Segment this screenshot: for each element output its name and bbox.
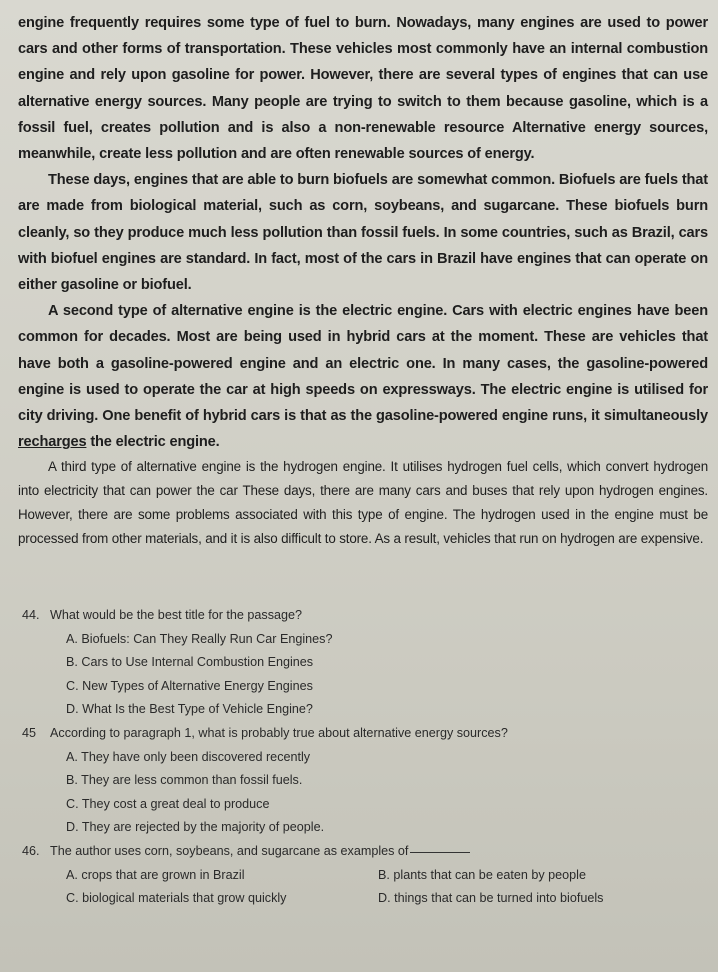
option-b[interactable]: B. plants that can be eaten by people [378, 867, 586, 882]
paragraph-4: A third type of alternative engine is the hydrogen engine. It utilises hydrogen fuel cells, which convert hydrogen into electricity that can power the car These days, there are many cars and buses that rely upon hydrogen engines. However, there are some problems associated with this type of engine. The hydrogen used in the engine must be processed from other materials, and it is also difficult to store. As a result, vehicles that run on hydrogen are expensive. [18, 459, 708, 546]
option-d[interactable]: D. What Is the Best Type of Vehicle Engine? [66, 702, 313, 717]
option-b[interactable]: B. They are less common than fossil fuels. [66, 773, 303, 788]
answer-blank [410, 840, 470, 853]
paragraph-1: engine frequently requires some type of fuel to burn. Nowadays, many engines are used to power cars and other forms of transportation. These vehicles most commonly have an internal combustion engine and rely upon gasoline for power. However, there are several types of engines that can use alternative energy sources. Many people are trying to switch to them because gasoline, which is a fossil fuel, creates pollution and is also a non-renewable resource Alternative energy sources, meanwhile, create less pollution and are often renewable sources of energy. [18, 15, 708, 163]
question-number: 44. [22, 608, 40, 622]
question-45 [22, 722, 712, 840]
question-stem: The author uses corn, soybeans, and sugarcane as examples of [50, 843, 409, 858]
options-row-2 [22, 887, 712, 911]
question-list [22, 604, 712, 911]
option-c[interactable]: C. They cost a great deal to produce [66, 796, 270, 811]
question-number: 45 [22, 725, 37, 740]
question-stem: According to paragraph 1, what is probably true about alternative energy sources? [50, 725, 508, 740]
paragraph-2: These days, engines that are able to burn biofuels are somewhat common. Biofuels are fuels that are made from biological material, such as corn, soybeans, and sugarcane. These biofuels burn cleanly, so they produce much less pollution than fossil fuels. In some countries, such as Brazil, cars with biofuel engines are standard. In fact, most of the cars in Brazil have engines that can operate on either gasoline or biofuel. [18, 172, 708, 294]
option-a[interactable]: A. Biofuels: Can They Really Run Car Engines? [66, 631, 333, 646]
question-44 [22, 604, 712, 722]
option-d[interactable]: D. They are rejected by the majority of people. [66, 820, 325, 835]
option-c[interactable]: C. New Types of Alternative Energy Engines [66, 678, 313, 693]
question-stem: What would be the best title for the passage? [50, 608, 303, 622]
paragraph-3-end: the electric engine. [90, 434, 220, 451]
question-number: 46. [22, 843, 40, 858]
option-a[interactable]: A. crops that are grown in Brazil [66, 867, 245, 882]
question-46 [22, 840, 712, 911]
option-c[interactable]: C. biological materials that grow quickly [66, 891, 287, 906]
paragraph-3 [18, 298, 708, 455]
option-a[interactable]: A. They have only been discovered recently [66, 749, 311, 764]
option-d[interactable]: D. things that can be turned into biofuels [378, 891, 604, 906]
option-b[interactable]: B. Cars to Use Internal Combustion Engines [66, 655, 314, 670]
options-row-1 [22, 864, 712, 888]
paragraph-3-text: A second type of alternative engine is the electric engine. Cars with electric engines have been common for decades. Most are being used in hybrid cars at the moment. These are vehicles that have both a gasoline-powered engine and an electric one. In many cases, the gasoline-powered engine is used to operate the car at high speeds on expressways. The electric engine is utilised for city driving. One benefit of hybrid cars is that as the gasoline-powered engine runs, it simultaneously [18, 303, 708, 425]
underlined-word: recharges [18, 434, 87, 451]
reading-passage [18, 10, 708, 551]
